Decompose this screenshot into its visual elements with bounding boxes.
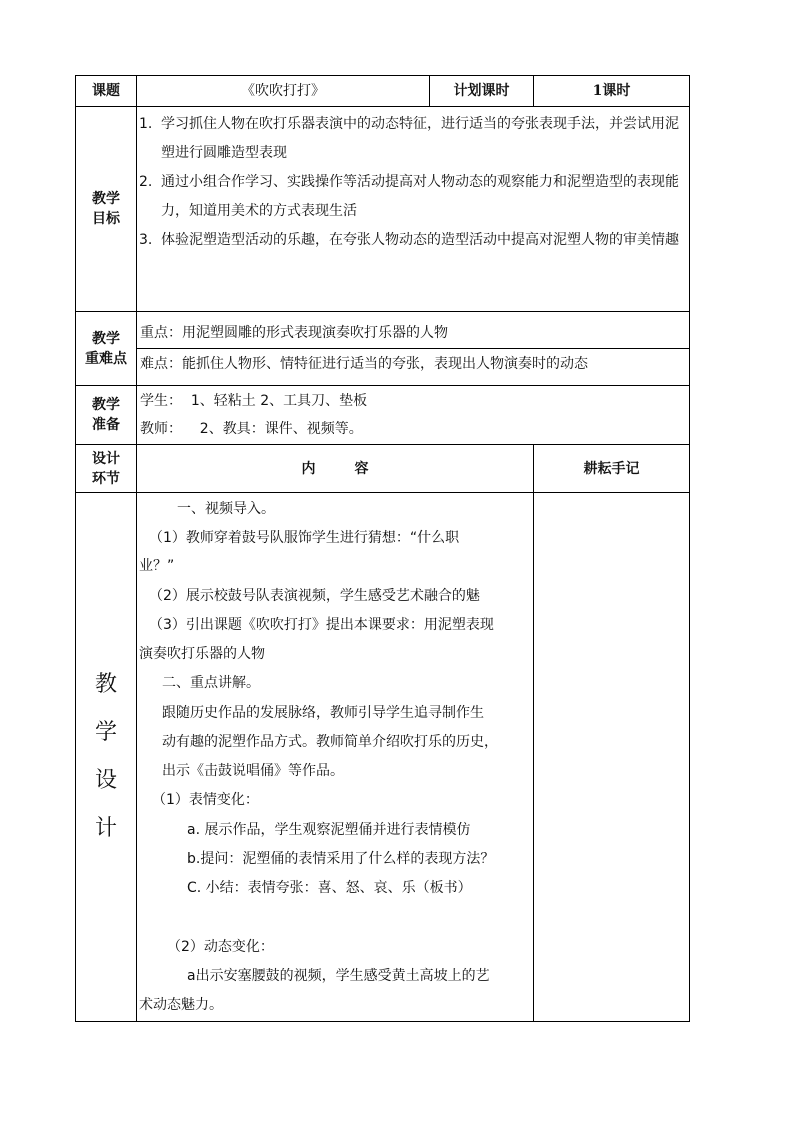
- content-line: 动有趣的泥塑作品方式。教师简单介绍吹打乐的历史，: [162, 734, 498, 750]
- content-line: （3）引出课题《吹吹打打》提出本课要求：用泥塑表现: [149, 617, 494, 633]
- preparation-label-line2: 准备: [92, 417, 120, 433]
- planned-hours-label: 计划课时: [430, 76, 534, 107]
- content-line: （2）展示校鼓号队表演视频，学生感受艺术融合的魅: [149, 588, 480, 604]
- key-points-label-line1: 教学: [92, 330, 120, 347]
- planned-hours-value: 1课时: [534, 76, 690, 107]
- design-content-cell: [137, 493, 534, 1022]
- notes-cell: [534, 493, 690, 1022]
- design-label-line2: 环节: [92, 470, 120, 487]
- preparation-label-line1: 教学: [92, 397, 120, 413]
- content-line: 出示《击鼓说唱俑》等作品。: [162, 763, 344, 779]
- goals-label-line1: 教学: [92, 191, 120, 207]
- lesson-title: 《吹吹打打》: [137, 76, 430, 107]
- design-label: [76, 445, 137, 493]
- design-big-label: [76, 493, 137, 1022]
- content-line: 业？”: [139, 558, 175, 574]
- difficulty-text: 难点：能抓住人物形、情特征进行适当的夸张，表现出人物演奏时的动态: [137, 348, 689, 379]
- goal-text: 体验泥塑造型活动的乐趣，在夸张人物动态的造型活动中提高对泥塑人物的审美情趣: [161, 232, 679, 248]
- design-label-line1: 设计: [92, 450, 120, 467]
- content-line: （1）教师穿着鼓号队服饰学生进行猜想：“什么职: [149, 530, 460, 546]
- content-line: a出示安塞腰鼓的视频，学生感受黄土高坡上的艺: [187, 968, 490, 984]
- goal-item: [137, 168, 689, 226]
- goal-item: [137, 226, 689, 255]
- content-line: 跟随历史作品的发展脉络，教师引导学生追寻制作生: [162, 705, 484, 721]
- preparation-row: [76, 386, 690, 445]
- goal-number: 1.: [139, 116, 153, 132]
- header-row: [76, 76, 690, 107]
- key-points-label-line2: 重难点: [85, 350, 127, 367]
- content-line: 演奏吹打乐器的人物: [139, 646, 265, 662]
- students-prep: 学生： 1、轻粘土 2、工具刀、垫板: [140, 393, 368, 409]
- key-points-cell: [137, 312, 690, 386]
- preparation-label: [76, 386, 137, 445]
- content-line: 二、重点讲解。: [162, 675, 260, 691]
- lesson-plan-table: [75, 75, 690, 1022]
- content-line: （2）动态变化：: [167, 939, 274, 955]
- goals-cell: [137, 107, 690, 312]
- notes-header: 耕耘手记: [534, 445, 690, 493]
- big-label-char: 教: [94, 672, 117, 697]
- big-label-char: 设: [94, 768, 117, 793]
- goal-text: 学习抓住人物在吹打乐器表演中的动态特征，进行适当的夸张表现手法，并尝试用泥塑进行圆雕造型表现: [161, 116, 679, 161]
- content-header: 内 容: [137, 445, 534, 493]
- teacher-prep: 教师： 2、教具：课件、视频等。: [140, 421, 363, 437]
- goal-item: [137, 110, 689, 168]
- big-label-char: 计: [94, 816, 117, 841]
- goals-label: [76, 107, 137, 312]
- key-points-row: [76, 312, 690, 386]
- design-content-row: [76, 493, 690, 1022]
- content-line: 术动态魅力。: [139, 997, 223, 1013]
- goals-row: [76, 107, 690, 312]
- goals-label-line2: 目标: [92, 211, 120, 227]
- design-content: [137, 493, 533, 1021]
- key-points-label: [76, 312, 137, 386]
- content-line: C. 小结：表情夸张：喜、怒、哀、乐（板书）: [187, 880, 472, 896]
- goal-number: 2.: [139, 174, 153, 190]
- big-label-char: 学: [94, 720, 117, 745]
- content-line: a. 展示作品，学生观察泥塑俑并进行表情模仿: [187, 822, 471, 838]
- focus-text: 重点：用泥塑圆雕的形式表现演奏吹打乐器的人物: [140, 325, 448, 341]
- content-line: （1）表情变化：: [152, 792, 259, 808]
- design-header-row: [76, 445, 690, 493]
- preparation-cell: [137, 386, 690, 445]
- goal-number: 3.: [139, 232, 153, 248]
- goal-text: 通过小组合作学习、实践操作等活动提高对人物动态的观察能力和泥塑造型的表现能力，知道用美术的方式表现生活: [161, 174, 679, 219]
- content-line: b.提问：泥塑俑的表情采用了什么样的表现方法？: [187, 851, 495, 867]
- content-line: 一、视频导入。: [177, 501, 275, 517]
- subject-label: 课题: [76, 76, 137, 107]
- goals-list: [137, 107, 689, 255]
